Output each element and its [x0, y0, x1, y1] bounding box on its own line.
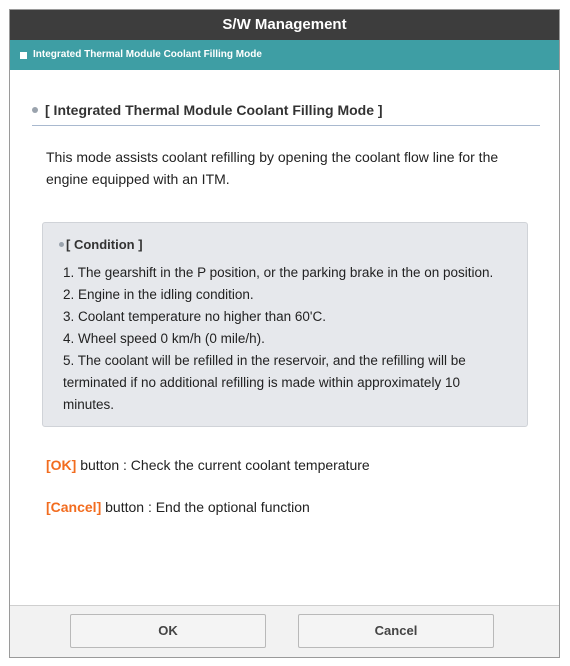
bullet-dot-icon	[59, 242, 64, 247]
condition-box	[42, 222, 528, 427]
cancel-note	[46, 499, 537, 515]
cancel-note-text: button : End the optional function	[101, 499, 310, 515]
square-bullet-icon	[20, 52, 27, 59]
ok-button[interactable]: OK	[70, 614, 266, 648]
condition-item-3: 3. Coolant temperature no higher than 60'C.	[63, 309, 326, 324]
subheader-bar	[10, 40, 559, 70]
ok-tag: [OK]	[46, 457, 77, 473]
bullet-dot-icon	[32, 107, 38, 113]
condition-item-2: 2. Engine in the idling condition.	[63, 287, 254, 302]
dialog-title: S/W Management	[10, 10, 559, 40]
cancel-tag: [Cancel]	[46, 499, 102, 515]
dialog-footer	[10, 605, 559, 657]
content-area	[10, 102, 559, 515]
condition-item-5: 5. The coolant will be refilled in the reservoir, and the refilling will be terminated if no additional refilling is made within approximately 10 minutes.	[63, 353, 466, 412]
section-heading	[32, 102, 540, 126]
condition-item-4: 4. Wheel speed 0 km/h (0 mile/h).	[63, 331, 265, 346]
condition-heading	[59, 237, 509, 252]
ok-note	[46, 457, 537, 473]
cancel-button[interactable]: Cancel	[298, 614, 494, 648]
sw-management-dialog	[9, 9, 560, 658]
condition-item-1: 1. The gearshift in the P position, or the parking brake in the on position.	[63, 265, 494, 280]
condition-title: [ Condition ]	[66, 237, 143, 252]
subheader-label: Integrated Thermal Module Coolant Filling Mode	[33, 49, 262, 60]
intro-text: This mode assists coolant refilling by opening the coolant flow line for the engine equipped with an ITM.	[46, 149, 499, 187]
section-title-text: [ Integrated Thermal Module Coolant Filling Mode ]	[45, 102, 383, 118]
ok-note-text: button : Check the current coolant temperature	[76, 457, 370, 473]
